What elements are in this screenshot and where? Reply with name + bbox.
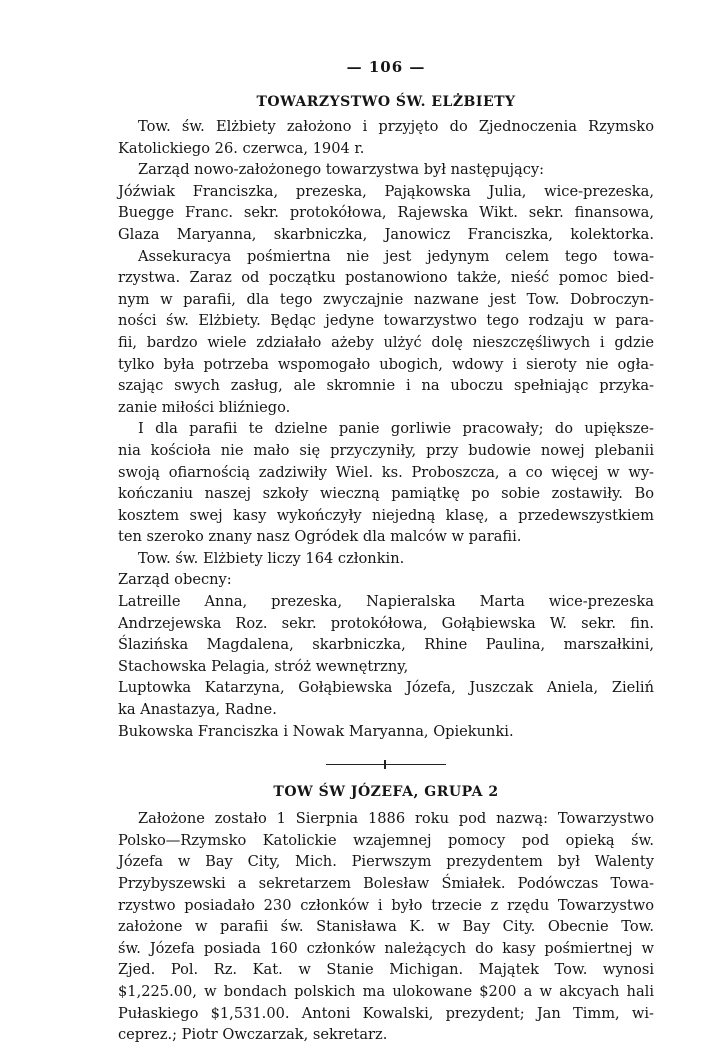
text-line: Latreille Anna, prezeska, Napieralska Marta wice-prezeska <box>118 593 654 611</box>
text-line: tylko była potrzeba wspomogało ubogich, wdowy i sieroty nie ogła- <box>118 355 654 373</box>
text-line: Zarząd nowo-założonego towarzystwa był następujący: <box>138 161 545 179</box>
text-line: Tow. św. Elżbiety liczy 164 członkin. <box>138 549 405 567</box>
text-line: kończaniu naszej szkoły wieczną pamiątkę po sobie zostawiły. Bo <box>118 485 654 503</box>
text-line: Założone zostało 1 Sierpnia 1886 roku pod nazwą: Towarzystwo <box>138 810 654 828</box>
text-line: Assekuracya pośmiertna nie jest jedynym celem tego towa- <box>138 247 654 265</box>
section-heading-st-joseph: TOW ŚW JÓZEFA, GRUPA 2 <box>273 784 499 801</box>
text-line: Jóźwiak Franciszka, prezeska, Pająkowska Julia, wice-prezeska, <box>118 182 654 200</box>
text-line: Ślazińska Magdalena, skarbniczka, Rhine Paulina, marszałkini, <box>118 636 654 654</box>
text-line: I dla parafii te dzielne panie gorliwie pracowały; do upiększe- <box>138 420 654 438</box>
text-line: zanie miłości bliźniego. <box>118 398 291 416</box>
text-line: ności św. Elżbiety. Będąc jedyne towarzystwo tego rodzaju w para- <box>118 312 654 330</box>
text-line: Buegge Franc. sekr. protokółowa, Rajewska Wikt. sekr. finansowa, <box>118 204 654 222</box>
text-line: swoją ofiarnością zadziwiły Wiel. ks. Proboszcza, a co więcej w wy- <box>118 463 654 481</box>
text-line: Katolickiego 26. czerwca, 1904 r. <box>118 139 365 157</box>
text-line: nia kościoła nie mało się przyczyniły, przy budowie nowej plebanii <box>118 441 654 459</box>
text-line: Zjed. Pol. Rz. Kat. w Stanie Michigan. Majątek Tow. wynosi <box>118 961 654 979</box>
text-line: kosztem swej kasy wykończyły niejedną klasę, a przedewszystkiem <box>118 506 654 524</box>
text-line: Zarząd obecny: <box>118 571 232 589</box>
text-line: Glaza Maryanna, skarbniczka, Janowicz Franciszka, kolektorka. <box>118 225 654 243</box>
text-line: ten szeroko znany nasz Ogródek dla malców w parafii. <box>118 528 522 546</box>
divider-line <box>326 764 446 765</box>
text-line: Bukowska Franciszka i Nowak Maryanna, Opiekunki. <box>118 722 514 740</box>
section-body-st-joseph <box>118 808 654 1046</box>
text-line: Przybyszewski a sekretarzem Bolesław Śmiałek. Podówczas Towa- <box>118 875 654 892</box>
text-line: nym w parafii, dla tego zwyczajnie nazwane jest Tow. Dobroczyn- <box>118 290 654 308</box>
text-line: Andrzejewska Roz. sekr. protokółowa, Gołąbiewska W. sekr. fin. <box>118 614 654 632</box>
text-line: Pułaskiego $1,531.00. Antoni Kowalski, prezydent; Jan Timm, wi- <box>118 1004 654 1022</box>
text-line: ka Anastazya, Radne. <box>118 701 277 719</box>
text-line: założone w parafii św. Stanisława K. w Bay City. Obecnie Tow. <box>118 918 654 936</box>
text-line: Luptowka Katarzyna, Gołąbiewska Józefa, Juszczak Aniela, Zieliń <box>118 679 654 697</box>
section-heading-st-elizabeth: TOWARZYSTWO ŚW. ELŻBIETY <box>256 94 516 110</box>
text-line: św. Józefa posiada 160 członków należących do kasy pośmiertnej w <box>118 939 654 957</box>
divider-mark <box>384 760 386 769</box>
text-line: Stachowska Pelagia, stróż wewnętrzny, <box>118 657 409 675</box>
text-line: rzystwa. Zaraz od początku postanowiono także, nieść pomoc bied- <box>118 269 654 287</box>
text-line: Józefa w Bay City, Mich. Pierwszym prezydentem był Walenty <box>118 853 654 871</box>
text-line: Polsko—Rzymsko Katolickie wzajemnej pomocy pod opieką św. <box>118 831 654 849</box>
text-line: $1,225.00, w bondach polskich ma ulokowane $200 a w akcyach hali <box>118 982 654 1000</box>
text-column <box>118 58 654 1046</box>
text-line: ceprez.; Piotr Owczarzak, sekretarz. <box>118 1026 388 1044</box>
section-body-st-elizabeth <box>118 116 654 742</box>
text-line: szając swych zasług, ale skromnie i na uboczu spełniając przyka- <box>118 377 654 395</box>
text-line: fii, bardzo wiele zdziałało ażeby ulżyć dolę nieszczęśliwych i gdzie <box>118 333 654 351</box>
section-divider <box>326 758 446 770</box>
text-line: Tow. św. Elżbiety założono i przyjęto do Zjednoczenia Rzymsko <box>138 118 654 135</box>
page-number: — 106 — <box>346 58 426 76</box>
text-line: rzystwo posiadało 230 członków i było trzecie z rzędu Towarzystwo <box>118 896 654 914</box>
